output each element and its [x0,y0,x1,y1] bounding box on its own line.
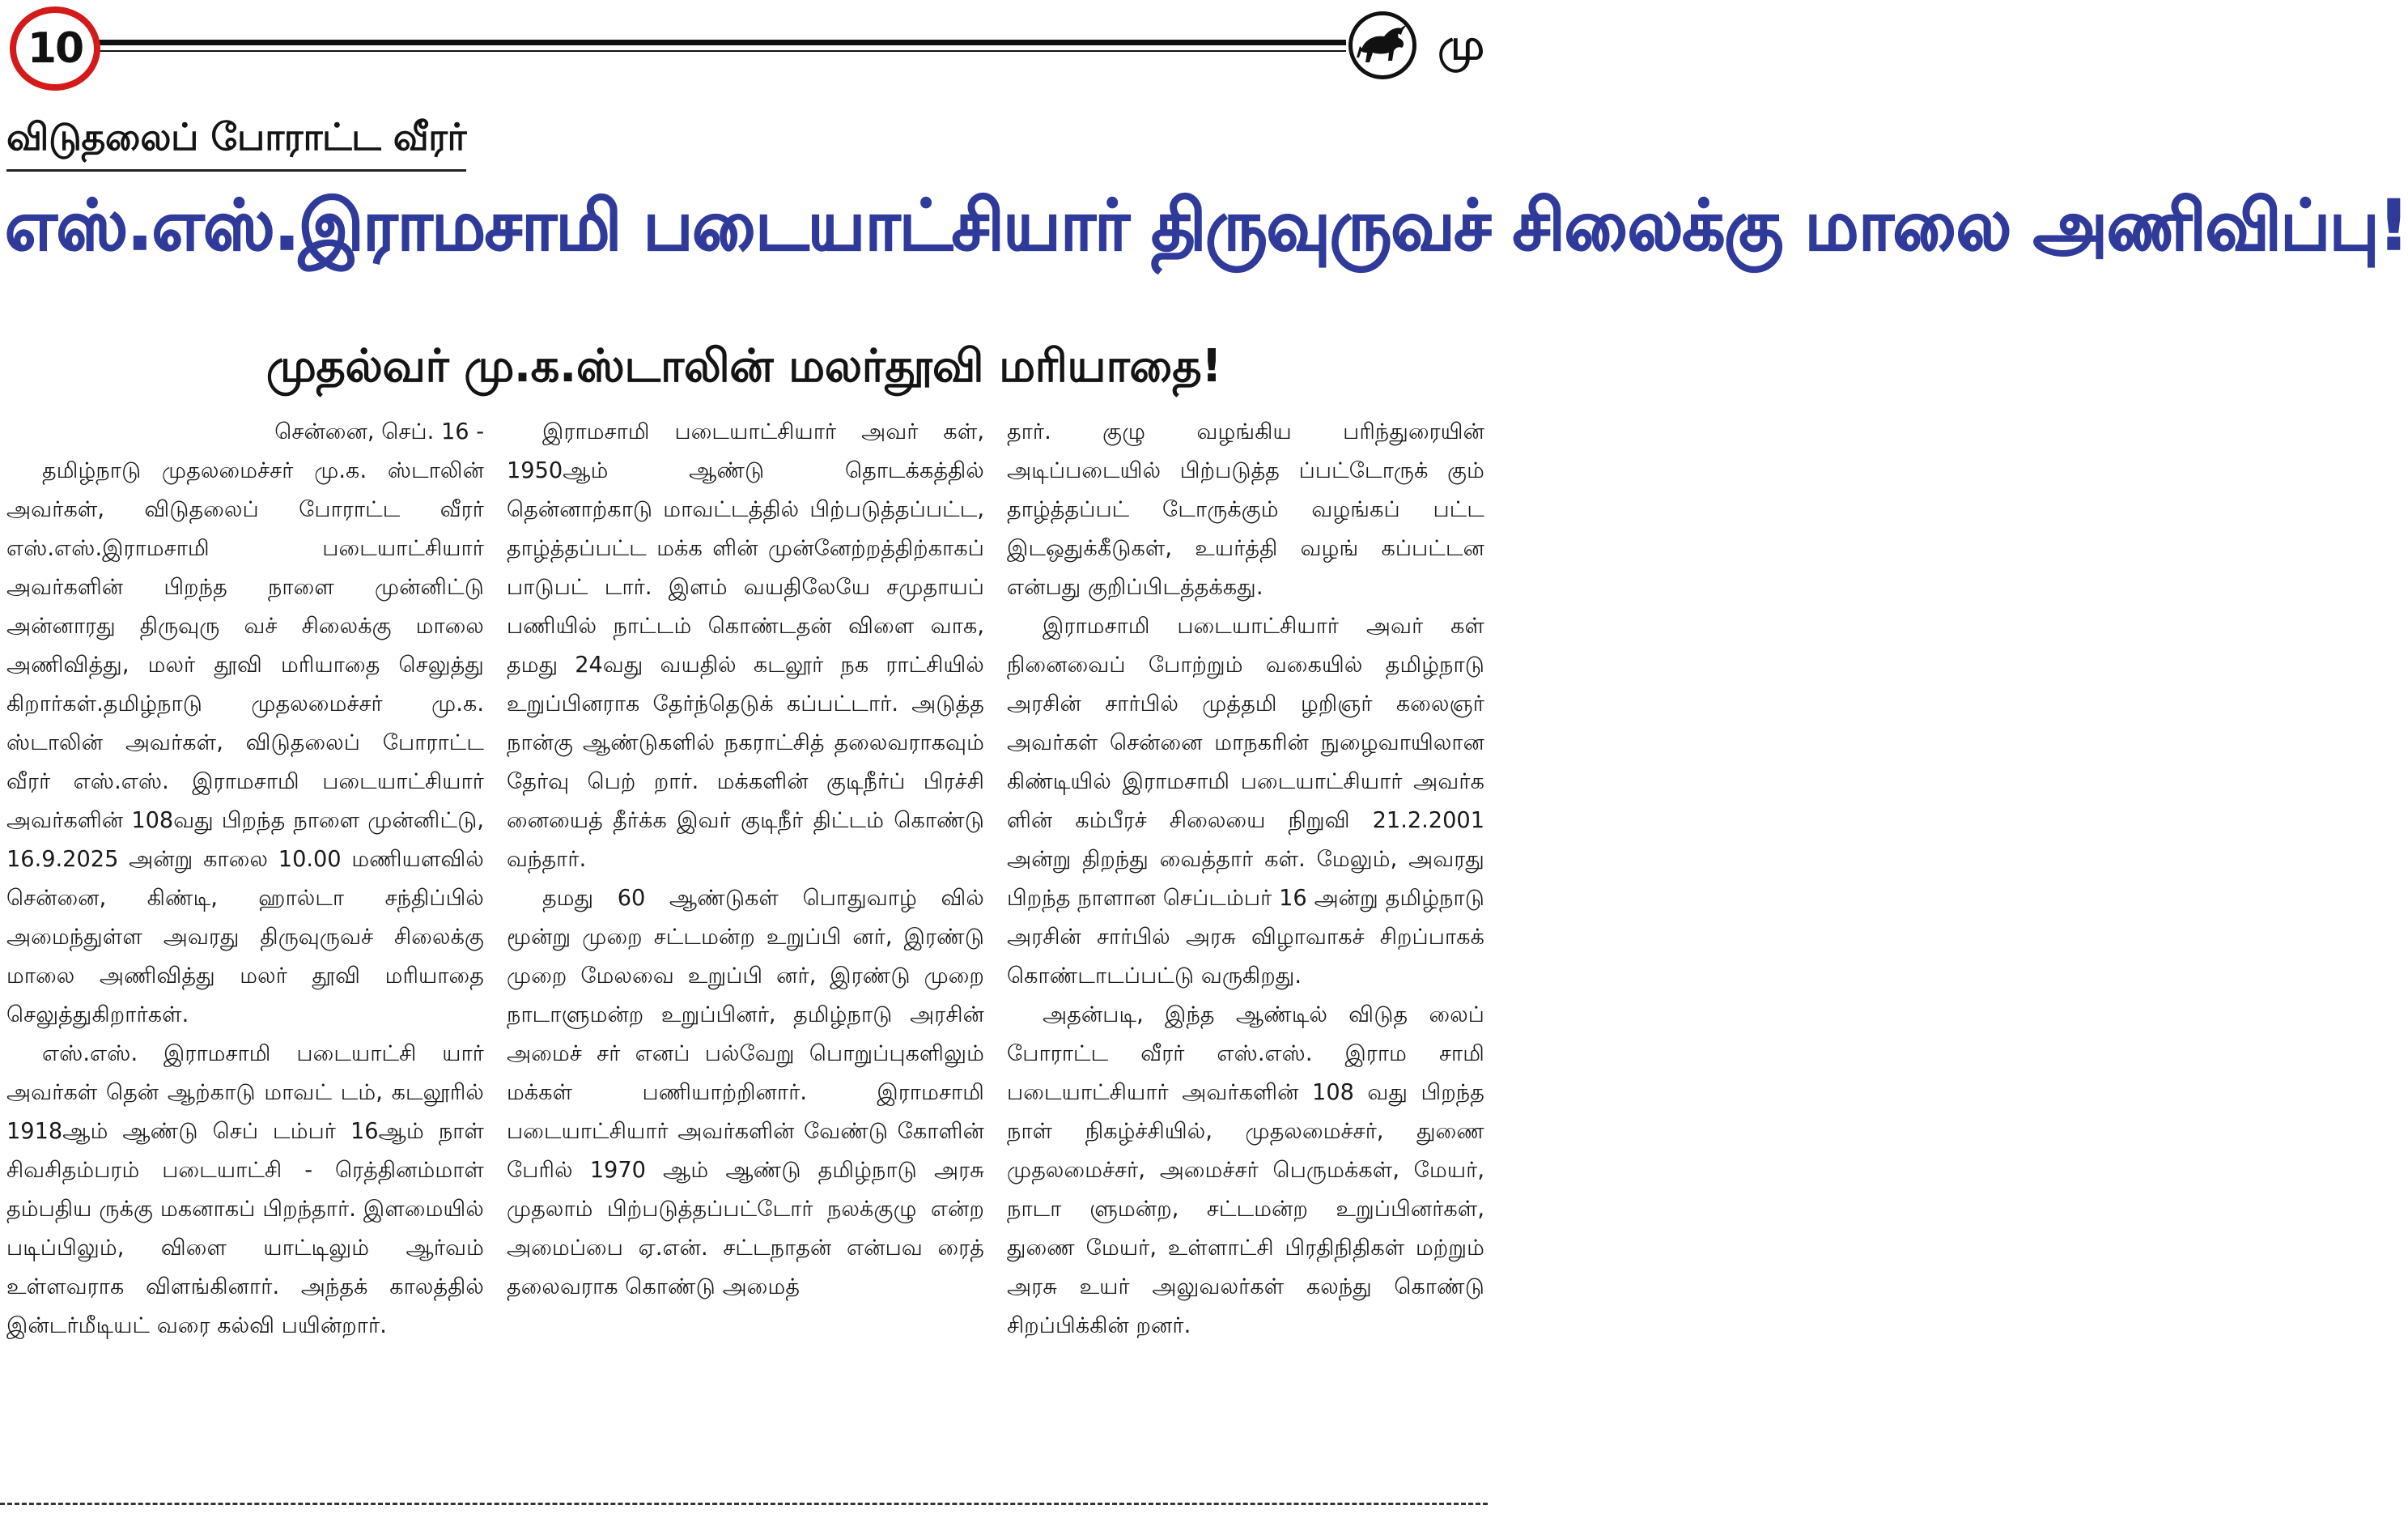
paragraph: தமது 60 ஆண்டுகள் பொதுவாழ் வில் மூன்று முறை சட்டமன்ற உறுப்பி னர், இரண்டு முறை மேலவை உறுப்பி னர், இரண்டு முறை நாடாளுமன்ற உறுப்பினர், தமிழ்நாடு அரசின் அமைச் சர் எனப் பல்வேறு பொறுப்புகளிலும் மக்கள் பணியாற்றினார். இராமசாமி படையாட்சியார் அவர்களின் வேண்டு கோளின் பேரில் 1970 ஆம் ஆண்டு தமிழ்நாடு அரசு முதலாம் பிற்படுத்தப்பட்டோர் நலக்குழு என்ற அமைப்பை ஏ.என். சட்டநாதன் என்பவ ரைத் தலைவராக கொண்டு அமைத் [507,886,984,1299]
header-rule-thick [96,40,1346,45]
paragraph: இராமசாமி படையாட்சியார் அவர் கள் நினைவைப் போற்றும் வகையில் தமிழ்நாடு அரசின் சார்பில் முத்தமி ழறிஞர் கலைஞர் அவர்கள் சென்னை மாநகரின் நுழைவாயிலான கிண்டியில் இராமசாமி படையாட்சியார் அவர்க ளின் கம்பீரச் சிலையை நிறுவி 21.2.2001 அன்று திறந்து வைத்தார் கள். மேலும், அவரது பிறந்த நாளான செப்டம்பர் 16 அன்று தமிழ்நாடு அரசின் சார்பில் அரசு விழாவாகச் சிறப்பாகக் கொண்டாடப்பட்டு வருகிறது. [1007,614,1484,989]
paragraph: அதன்படி, இந்த ஆண்டில் விடுத லைப் போராட்ட வீரர் எஸ்.எஸ். இராம சாமி படையாட்சியார் அவர்களின் 108 வது பிறந்த நாள் நிகழ்ச்சியில், முதலமைச்சர், துணை முதலமைச்சர், அமைச்சர் பெருமக்கள், மேயர், நாடா ளுமன்ற, சட்டமன்ற உறுப்பினர்கள், துணை மேயர், உள்ளாட்சி பிரதிநிதிகள் மற்றும் அரசு உயர் அலுவலர்கள் கலந்து கொண்டு சிறப்பிக்கின் றனர். [1007,1002,1484,1338]
article-subheadline: முதல்வர் மு.க.ஸ்டாலின் மலர்தூவி மரியாதை! [265,340,1222,393]
column-3 [1007,413,1484,1346]
paragraph: இராமசாமி படையாட்சியார் அவர் கள், 1950ஆம் ஆண்டு தொடக்கத்தில் தென்னாற்காடு மாவட்டத்தில் பிற்படுத்தப்பட்ட, தாழ்த்தப்பட்ட மக்க ளின் முன்னேற்றத்திற்காகப் பாடுபட் டார். இளம் வயதிலேயே சமுதாயப் பணியில் நாட்டம் கொண்டதன் விளை வாக, தமது 24வது வயதில் கடலூர் நக ராட்சியில் உறுப்பினராக தேர்ந்தெடுக் கப்பட்டார். அடுத்த நான்கு ஆண்டுகளில் நகராட்சித் தலைவராகவும் தேர்வு பெற் றார். மக்களின் குடிநீர்ப் பிரச்சி னையைத் தீர்க்க இவர் குடிநீர் திட்டம் கொண்டு வந்தார். [507,419,984,872]
page-number: 10 [27,24,83,73]
masthead-fragment: மு [1438,21,1484,70]
header-rule-thin [96,50,1346,52]
column-1 [6,413,484,1346]
column-2 [507,413,984,1346]
footer-dashed-rule [0,1503,1488,1505]
paragraph: தமிழ்நாடு முதலமைச்சர் மு.க. ஸ்டாலின் அவர்கள், விடுதலைப் போராட்ட வீரர் எஸ்.எஸ்.இராமசாமி படையாட்சியார் அவர்களின் பிறந்த நாளை முன்னிட்டு அன்னாரது திருவுரு வச் சிலைக்கு மாலை அணிவித்து, மலர் தூவி மரியாதை செலுத்து கிறார்கள்.தமிழ்நாடு முதலமைச்சர் மு.க. ஸ்டாலின் அவர்கள், விடுதலைப் போராட்ட வீரர் எஸ்.எஸ். இராமசாமி படையாட்சியார் அவர்களின் 108வது பிறந்த நாளை முன்னிட்டு, 16.9.2025 அன்று காலை 10.00 மணியளவில் சென்னை, கிண்டி, ஹால்டா சந்திப்பில் அமைந்துள்ள அவரது திருவுருவச் சிலைக்கு மாலை அணிவித்து மலர் தூவி மரியாதை செலுத்துகிறார்கள். [6,458,484,1027]
article-kicker: விடுதலைப் போராட்ட வீரர் [6,115,466,172]
article-body [6,413,1484,1346]
page-number-badge [10,6,100,91]
bull-emblem-graphic [1357,22,1408,69]
article-headline: எஸ்.எஸ்.இராமசாமி படையாட்சியார் திருவுருவச் சிலைக்கு மாலை அணிவிப்பு! [5,185,2408,266]
paragraph: எஸ்.எஸ். இராமசாமி படையாட்சி யார் அவர்கள் தென் ஆற்காடு மாவட் டம், கடலூரில் 1918ஆம் ஆண்டு செப் டம்பர் 16ஆம் நாள் சிவசிதம்பரம் படையாட்சி - ரெத்தினம்மாள் தம்பதிய ருக்கு மகனாகப் பிறந்தார். இளமையில் படிப்பிலும், விளை யாட்டிலும் ஆர்வம் உள்ளவராக விளங்கினார். அந்தக் காலத்தில் இன்டர்மீடியட் வரை கல்வி பயின்றார். [6,1041,484,1338]
paragraph-continued: தார். குழு வழங்கிய பரிந்துரையின் அடிப்படையில் பிற்படுத்த ப்பட்டோருக் கும் தாழ்த்தப்பட் டோருக்கும் வழங்கப் பட்ட இடஒதுக்கீடுகள், உயர்த்தி வழங் கப்பட்டன என்பது குறிப்பிடத்தக்கது. [1007,419,1484,600]
bull-emblem-icon [1348,11,1416,79]
dateline: சென்னை, செப். 16 - [274,419,484,444]
